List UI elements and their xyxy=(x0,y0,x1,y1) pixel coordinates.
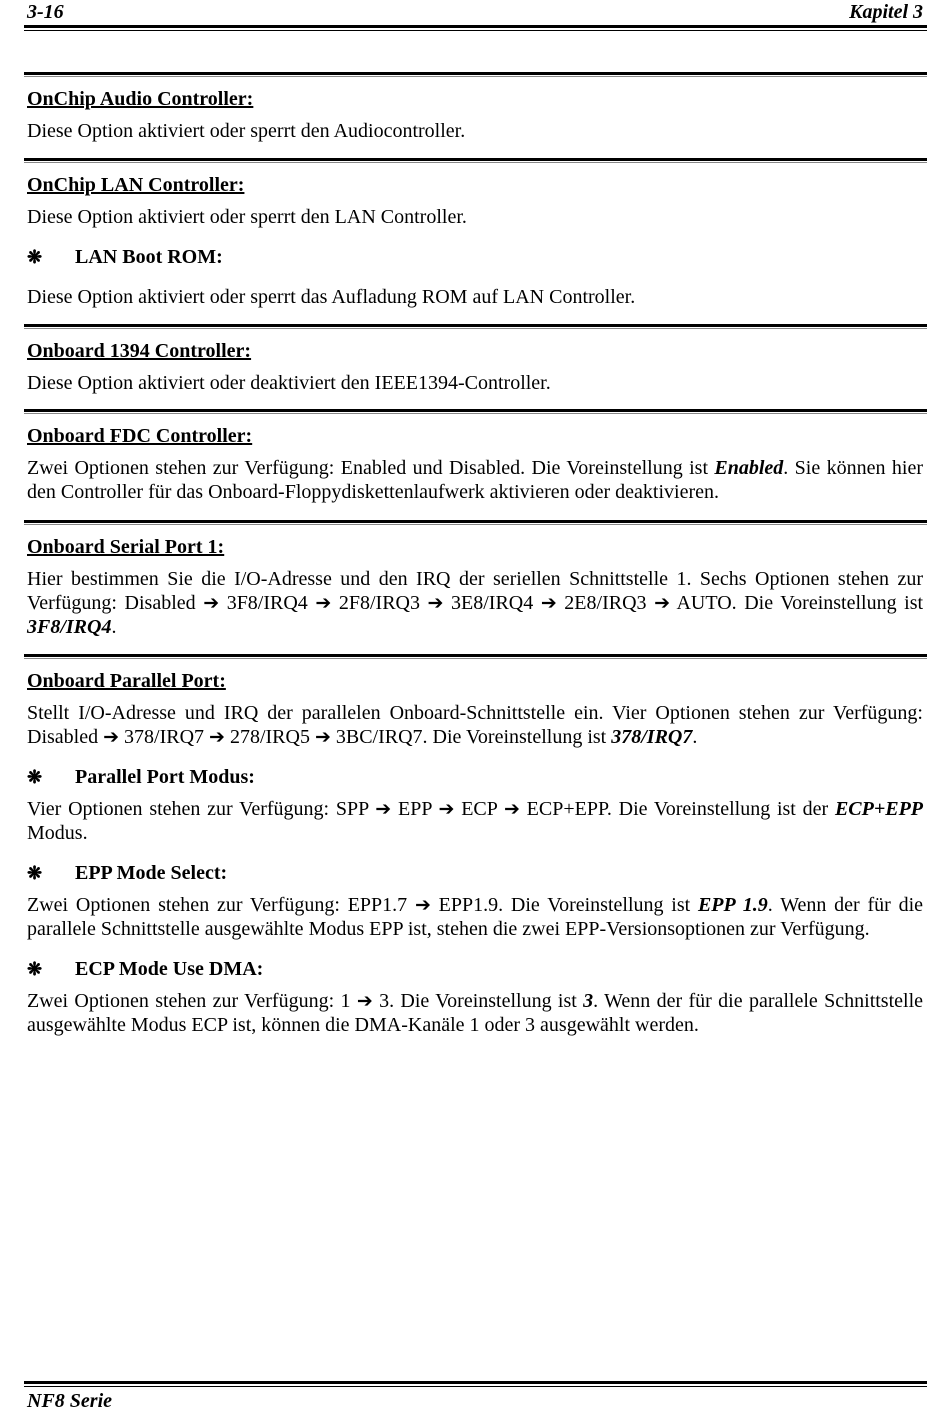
section-parallel xyxy=(27,669,923,1037)
arrow-right-icon: ➔ xyxy=(654,592,670,614)
default-value: Enabled xyxy=(714,457,784,479)
section-audio xyxy=(27,87,923,143)
page-number: 3-16 xyxy=(27,1,64,23)
arrow-right-icon: ➔ xyxy=(414,894,431,916)
section-1394 xyxy=(27,339,923,395)
section-rule xyxy=(24,158,927,163)
header-rule xyxy=(24,25,927,31)
arrow-right-icon: ➔ xyxy=(503,798,520,820)
footer-rule xyxy=(24,1381,927,1387)
section-fdc xyxy=(27,424,923,504)
default-value: 3F8/IRQ4 xyxy=(27,616,112,638)
default-value: EPP 1.9 xyxy=(697,894,768,916)
section-serial xyxy=(27,535,923,639)
arrow-right-icon: ➔ xyxy=(314,726,331,748)
star-bullet-icon: ❋ xyxy=(27,959,43,979)
section-title: Onboard 1394 Controller: xyxy=(27,340,252,362)
section-text: Diese Option aktiviert oder sperrt den Audiocontroller. xyxy=(27,120,466,142)
subsection-text: Zwei Optionen stehen zur Verfügung: 1 ➔ 3. Die Voreinstellung ist 3. Wenn der für die parallele Schnittstelle ausgewählte Modus ECP ist, können die DMA-Kanäle 1 oder 3 ausgewählt werden. xyxy=(27,990,924,1036)
star-bullet-icon: ❋ xyxy=(27,863,43,883)
arrow-right-icon: ➔ xyxy=(209,726,225,748)
section-title: Onboard FDC Controller: xyxy=(27,425,253,447)
section-rule xyxy=(24,72,927,77)
section-rule xyxy=(24,520,927,525)
section-title: Onboard Serial Port 1: xyxy=(27,536,225,558)
arrow-right-icon: ➔ xyxy=(203,592,220,614)
star-bullet-icon: ❋ xyxy=(27,247,43,267)
arrow-right-icon: ➔ xyxy=(103,726,120,748)
arrow-right-icon: ➔ xyxy=(540,592,557,614)
arrow-right-icon: ➔ xyxy=(315,592,332,614)
section-title: Onboard Parallel Port: xyxy=(27,670,226,692)
section-rule xyxy=(24,654,927,659)
subsection-title: ❋ ECP Mode Use DMA: xyxy=(27,958,264,980)
section-rule xyxy=(24,324,927,329)
section-title: OnChip Audio Controller: xyxy=(27,88,254,110)
section-text: Diese Option aktiviert oder deaktiviert den IEEE1394-Controller. xyxy=(27,372,551,394)
arrow-right-icon: ➔ xyxy=(356,990,373,1012)
page-header xyxy=(27,0,923,24)
star-bullet-icon: ❋ xyxy=(27,767,43,787)
default-value: 3 xyxy=(583,990,594,1012)
section-title: OnChip LAN Controller: xyxy=(27,174,245,196)
page-footer: NF8 Serie xyxy=(27,1390,112,1412)
default-value: 378/IRQ7 xyxy=(611,726,693,748)
chapter-title: Kapitel 3 xyxy=(849,1,923,23)
subsection-title: ❋ LAN Boot ROM: xyxy=(27,246,223,268)
section-text: Diese Option aktiviert oder sperrt den LAN Controller. xyxy=(27,206,467,228)
subsection-text: Diese Option aktiviert oder sperrt das Aufladung ROM auf LAN Controller. xyxy=(27,286,636,308)
default-value: ECP+EPP xyxy=(834,798,924,820)
arrow-right-icon: ➔ xyxy=(375,798,392,820)
section-rule xyxy=(24,409,927,414)
subsection-text: Vier Optionen stehen zur Verfügung: SPP ➔ EPP ➔ ECP ➔ ECP+EPP. Die Voreinstellung ist der ECP+EPP Modus. xyxy=(27,798,924,844)
section-lan xyxy=(27,173,923,309)
subsection-title: ❋ Parallel Port Modus: xyxy=(27,766,255,788)
section-text: Hier bestimmen Sie die I/O-Adresse und den IRQ der seriellen Schnittstelle 1. Sechs Optionen stehen zur Verfügung: Disabled ➔ 3F8/IRQ4 ➔ 2F8/IRQ3 ➔ 3E8/IRQ4 ➔ 2E8/IRQ3 ➔ AUTO. Die Voreinstellung ist 3F8/IRQ4. xyxy=(27,568,924,638)
subsection-title: ❋ EPP Mode Select: xyxy=(27,862,228,884)
section-text: Zwei Optionen stehen zur Verfügung: Enabled und Disabled. Die Voreinstellung ist Enabled. Sie können hier den Controller für das Onboard-Floppydiskettenlaufwerk aktivieren oder deaktivieren. xyxy=(27,457,923,503)
arrow-right-icon: ➔ xyxy=(438,798,455,820)
section-text: Stellt I/O-Adresse und IRQ der parallelen Onboard-Schnittstelle ein. Vier Optionen stehen zur Verfügung: Disabled ➔ 378/IRQ7 ➔ 278/IRQ5 ➔ 3BC/IRQ7. Die Voreinstellung ist 378/IRQ7. xyxy=(27,702,923,748)
subsection-text: Zwei Optionen stehen zur Verfügung: EPP1.7 ➔ EPP1.9. Die Voreinstellung ist EPP 1.9. Wenn der für die parallele Schnittstelle ausgewählte Modus EPP ist, stehen die zwei EPP-Versionsoptionen zur Verfügung. xyxy=(27,894,924,940)
arrow-right-icon: ➔ xyxy=(427,592,444,614)
